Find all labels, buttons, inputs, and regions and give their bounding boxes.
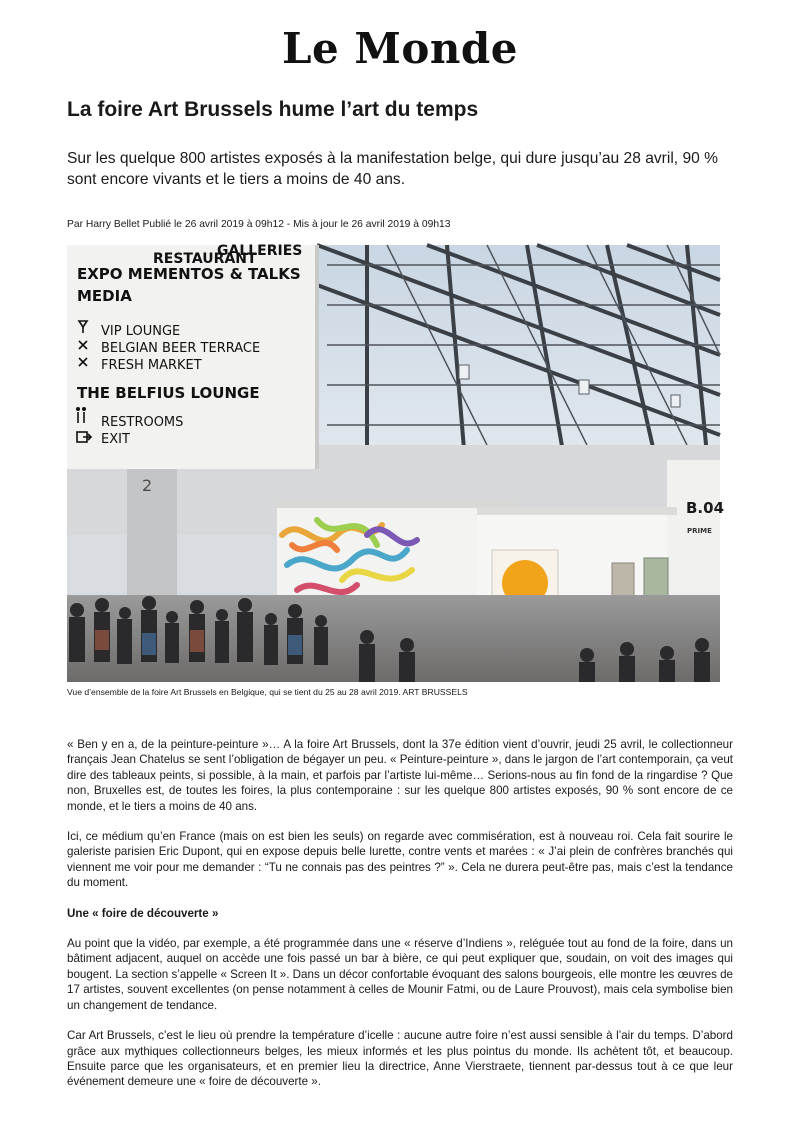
booth-label: B.04 [686, 499, 725, 517]
sign-line-restrooms: RESTROOMS [101, 415, 184, 430]
article-body [67, 737, 733, 1090]
masthead-logo: Le Monde [281, 24, 518, 73]
sign-line-galleries: GALLERIES [217, 243, 303, 259]
fair-hall-illustration [67, 243, 725, 682]
pillar-number: 2 [142, 476, 153, 495]
article-byline: Par Harry Bellet Publié le 26 avril 2019 à 09h12 - Mis à jour le 26 avril 2019 à 09h13 [67, 219, 451, 230]
sign-line-vip: VIP LOUNGE [101, 324, 181, 339]
paragraph-1: « Ben y en a, de la peinture-peinture »… A la foire Art Brussels, dont la 37e édition vient d’ouvrir, jeudi 25 avril, le collectionneur français Jean Chatelus se sent l’obligation de bégayer un peu. « Peinture-peinture », dans le jargon de l’art contemporain, ça veut dire des tableaux peints, si possible, à la main, et parfois par l’artiste lui-même… Serions-nous au fin fond de la ringardise ? Que non, Bruxelles est, de toutes les foires, la plus contemporaine : sur les quelque 800 artistes exposés, 90 % sont encore de ce monde, et le tiers a moins de 40 ans. [67, 738, 733, 813]
booth-small-label: PRIME [687, 527, 712, 535]
article-lede: Sur les quelque 800 artistes exposés à la manifestation belge, qui dure jusqu’au 28 avril, 90 % sont encore vivants et le tiers a moins de 40 ans. [67, 150, 719, 188]
paragraph-4: Car Art Brussels, c’est le lieu où prendre la température d’icelle : aucune autre foire n’est aussi sensible à l’air du temps. D’abord grâce aux mythiques collectionneurs belges, les mieux informés et les plus pointus du monde. Ils achètent tôt, et beaucoup. Ensuite parce que les organisateurs, et en premier lieu la directrice, Anne Vierstraete, tiennent par-dessus tout à ce que leur événement demeure une « foire de découverte ». [67, 1029, 733, 1089]
sign-line-belfius: THE BELFIUS LOUNGE [77, 384, 260, 402]
paragraph-3: Au point que la vidéo, par exemple, a été programmée dans une « réserve d’Indiens », reléguée tout au fond de la foire, dans un bâtiment adjacent, auquel on accède une fois passé un bar à bière, ce qui peut expliquer que, soudain, on voit des images qui bougent. La section s’appelle « Screen It ». Dans un décor confortable évoquant des salons bourgeois, elle montre les œuvres de 17 artistes, souvent excellentes (on pense notamment à celles de Mounir Fatmi, ou de Laure Prouvost), mais cela symbolise bien un changement de tendance. [67, 937, 733, 1012]
sign-line-exit: EXIT [101, 432, 130, 447]
sign-line-restaurant: RESTAURANT [153, 251, 257, 267]
sign-line-market: FRESH MARKET [101, 358, 202, 373]
sign-line-media: MEDIA [77, 287, 132, 305]
sign-line-beer: BELGIAN BEER TERRACE [101, 341, 261, 356]
sign-line-expo: EXPO MEMENTOS & TALKS [77, 265, 301, 283]
photo-caption: Vue d’ensemble de la foire Art Brussels en Belgique, qui se tient du 25 au 28 avril 2019. ART BRUSSELS [67, 687, 468, 697]
article-photo [67, 243, 725, 682]
paragraph-2: Ici, ce médium qu’en France (mais on est bien les seuls) on regarde avec commisération, est à nouveau roi. Cela fait sourire le galeriste parisien Eric Dupont, qui en expose depuis belle lurette, contre vents et marées : « J’ai plein de confrères branchés qui viennent me voir pour me demander : “Tu ne connais pas des peintres ?” ». Cela ne durera peut-être pas, mais c’est la tendance du moment. [67, 830, 733, 890]
article-title: La foire Art Brussels hume l’art du temps [67, 98, 479, 121]
section-subheading: Une « foire de découverte » [67, 906, 219, 920]
